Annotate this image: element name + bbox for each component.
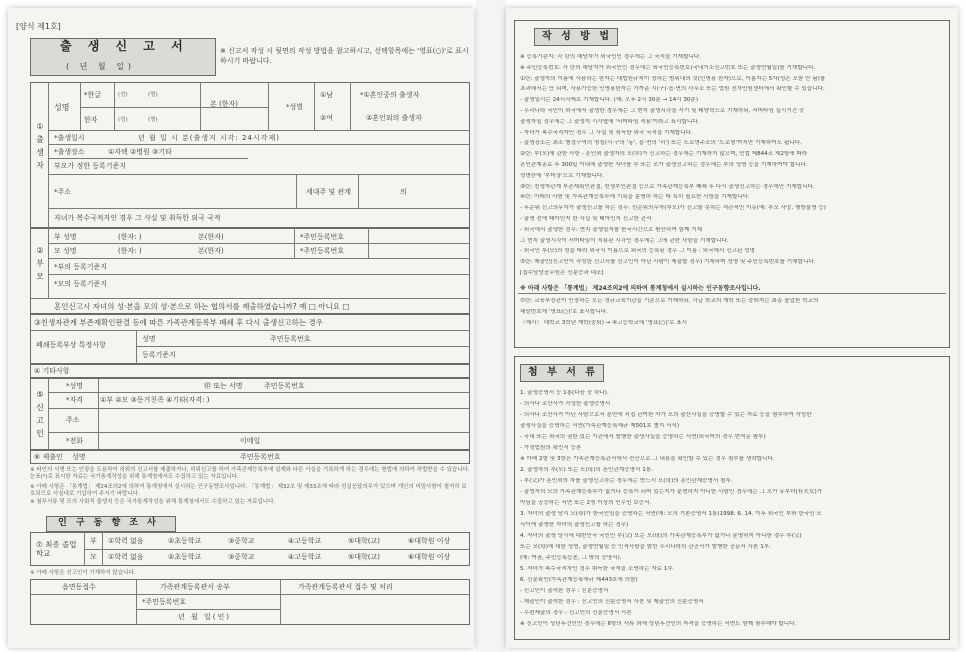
attachment-line: ※ 신고인이 성년후견인인 경우에는 6항의 서류 외에 성년후견인의 자격을 증명하는 서면도 함께 첨부해야 합니다. <box>520 621 797 627</box>
divider <box>80 82 81 130</box>
origin-label: 본 (한자) <box>210 100 238 108</box>
reporter-name-label: *성명 <box>66 382 84 390</box>
reporter-signature-label[interactable]: ㊞ 또는 서명 <box>204 382 243 390</box>
section5-label: ⑤ 신고인 <box>36 390 44 438</box>
attachment-line: - 국내 또는 외국의 권한 있는 기관에서 발행한 출생사실을 증명하는 서면(외국어의 경우 번역문 첨부) <box>520 434 766 440</box>
method-line: - 우리나라 국민이 외국에서 출생한 경우에는 그 현지 출생시각을 서기 및 태양력으로 기재하되, 서머타임 실시기간 중 <box>520 108 805 114</box>
birth-report-form-back <box>506 8 958 648</box>
survey-father-option[interactable]: ③중학교 <box>228 537 255 545</box>
divider <box>136 609 280 610</box>
attachment-line: - 출생자의 모의 가족관계등록부가 없거나 등록이 되어 있는지가 분명하지 아니한 사람인 경우에는 그 모가 유부녀(有夫女)가 <box>520 489 823 495</box>
attachment-line: - 부(父)가 혼인외의 자를 출생신고하는 경우에는 반드시 모(母)의 혼인관계증명서 첨부. <box>520 478 733 484</box>
office-box <box>30 579 470 625</box>
survey-title: 인 구 동 향 조 사 <box>58 518 159 528</box>
instruction-text: ※ 신고서 작성 시 뒷면의 작성 방법을 참고하시고, 선택항목에는 '영표(○)'로 표시하시기 바랍니다. <box>220 47 469 65</box>
survey-mother-option[interactable]: ④고등학교 <box>288 553 322 561</box>
attachment-line: 1. 출생증명서 등 1통(다음 중 하나). <box>520 390 609 396</box>
divider <box>136 330 137 364</box>
divider <box>80 107 268 108</box>
birth-datetime-value: 년 월 일 시 분(출생지 시각: 24시각제) <box>138 134 280 142</box>
sex-female-option[interactable]: ②여 <box>320 114 334 122</box>
surname-hint-hanja: (성) <box>118 117 128 123</box>
divider <box>30 330 470 331</box>
attachment-line: 6. 신분확인(가족관계등록예규 제443호에 의함) <box>520 577 638 583</box>
method-line: 성명란에 '부미상'으로 기재합니다. <box>520 172 605 179</box>
divider <box>48 144 470 145</box>
section2-label: ② 부모 <box>36 246 44 281</box>
father-id-label: *주민등록번호 <box>300 233 345 241</box>
method-line: 출생자일 경우에는 그 출생지 시각옆에 '서머타임 적용'이라고 표시합니다. <box>520 118 700 125</box>
divider <box>136 579 137 625</box>
method-line: ④란: 아래의 사항 및 가족관계등록부에 기록을 분명히 하는 데 특히 필요한 사항을 기재합니다. <box>520 194 750 201</box>
section4-box <box>30 364 470 378</box>
office-col2: 가족관계등록관서 송부 <box>160 583 230 591</box>
divider <box>114 82 115 130</box>
method-line: 혼인관계종료 후 300일 이내에 출생한 자녀를 부 또는 모가 출생신고하는 경우에는 부의 성명 등을 기재하여야 합니다. <box>520 162 808 168</box>
section3-name-label: 성명 <box>142 335 156 343</box>
survey-mother-label: 모 <box>90 553 97 561</box>
office-col1: 읍면동접수 <box>62 583 96 591</box>
closed-record-label: 폐쇄등록부상 특정사항 <box>36 341 106 349</box>
submitter-id-label: 주민등록번호 <box>240 453 281 461</box>
nationality-note: 자녀가 복수국적자인 경우 그 사실 및 취득한 외국 국적 <box>54 214 221 222</box>
household-value: 의 <box>400 188 407 196</box>
divider <box>48 392 470 393</box>
form-number: [양식 제1호] <box>16 22 61 31</box>
submitter-name-label: 성명 <box>72 453 86 461</box>
section3-base-label: 등록기준지 <box>142 351 176 359</box>
form-title: 출 생 신 고 서 <box>60 39 189 53</box>
registration-base-label: 부모가 정한 등록기준지 <box>54 162 127 170</box>
method-line: - 자녀가 복수국적자인 경우 그 사실 및 취득한 외국 국적을 기재합니다. <box>520 129 693 136</box>
sex-male-option[interactable]: ①남 <box>320 91 334 99</box>
mother-hanja-hint: (한자: ) <box>118 247 142 255</box>
divider <box>518 293 946 294</box>
divider <box>48 274 470 275</box>
notice-attachments: ※ 첨부서류 및 모의 사회적 출생지 등은 국가통계작성을 위해 통계청에서도 수집하고 있는 자료입니다. <box>30 499 276 505</box>
office-id-label: *주민등록번호 <box>142 598 187 606</box>
method-line: - 외국인 부(모)의 성을 따라 외국식 이름으로 외국의 등록된 경우 그 이름 : 외국에서 신고된 성명 <box>520 248 755 255</box>
method-line: ⑤란: 제출인(신고인이 작성한 신고서를 신고인이 아닌 사람이 제출할 경우) 기재하며 성명 및 주민등록번호를 기재합니다. <box>520 259 816 266</box>
mother-origin-label: 본(한자) <box>198 247 224 255</box>
survey-father-option[interactable]: ①학력 없음 <box>108 537 144 545</box>
given-name-hint-hanja: (명) <box>148 117 158 123</box>
father-hanja-hint: (한자: ) <box>118 233 142 241</box>
survey-mother-option[interactable]: ②초등학교 <box>168 553 202 561</box>
section1-box <box>30 82 470 228</box>
section3-text: ③친생자관계 부존재확인판결 등에 따른 가족관계등록부 폐쇄 후 다시 출생신고하는 경우 <box>34 318 323 327</box>
divider <box>48 258 470 259</box>
office-note: ※ 아래 사항은 신고인이 기재하지 않습니다. <box>30 570 136 576</box>
survey-father-option[interactable]: ⑥대학원 이상 <box>408 537 451 545</box>
qualification-options[interactable]: ①부 ②모 ③동거친족 ④기타(자격: ) <box>100 396 210 404</box>
divider <box>280 579 281 625</box>
office-date-label: 년 월 일(인) <box>178 613 231 621</box>
divider <box>368 228 369 258</box>
survey-line: 해당번호에 '영표(○)'로 표시합니다. <box>520 309 608 315</box>
reporter-phone-label: *전화 <box>66 437 84 445</box>
survey-label: ⑦ 최종 졸업학교 <box>36 540 77 558</box>
survey-mother-option[interactable]: ①학력 없음 <box>108 553 144 561</box>
father-base-label: *부의 등록기준지 <box>54 263 108 271</box>
survey-father-label: 부 <box>90 537 97 545</box>
date-line: ( 년 월 일) <box>66 62 136 71</box>
reporter-email-label: 이메일 <box>240 437 261 445</box>
divider <box>268 82 269 130</box>
divider <box>200 82 201 130</box>
method-line: - 출생일시는 24시각제로 기재합니다. (예: 오후 2시 30분 → 14시 30분) <box>520 97 699 104</box>
divider <box>48 82 49 228</box>
mother-id-label: *주민등록번호 <box>300 247 345 255</box>
method-line: - 외국에서 출생한 경우: 현지 출생일자를 한국시간으로 환산하여 함께 기재 <box>520 226 703 233</box>
address-label: *주소 <box>54 188 72 196</box>
father-origin-label: 본(한자) <box>198 233 224 241</box>
name-label: 성명 <box>54 103 70 112</box>
birth-report-form-front <box>8 8 474 648</box>
survey-father-option[interactable]: ④고등학교 <box>288 537 322 545</box>
survey-notice: ※ 아래 사항은 「통계법」 제24조의2에 의하여 통계청에서 실시하는 인구동향조사입니다. <box>520 285 761 292</box>
section1-label: ① 출생자 <box>36 122 44 170</box>
divider <box>48 228 49 298</box>
method-line: ※ 주민등록번호: 각 란의 해당자가 외국인인 경우에는 외국인등록번호(국내거소신고번호 또는 출생연월일)를 기재합니다. <box>520 64 816 71</box>
attachment-line: - 의사나 조산사가 작성한 출생증명서 <box>520 401 611 407</box>
qualification-label: *자격 <box>66 396 84 404</box>
reporter-id-label: 주민등록번호 <box>264 382 305 390</box>
divider <box>48 378 49 450</box>
attachment-line: - 의사나 조산사가 아닌 사람으로서 분만에 직접 관여한 자가 모의 출산사실을 증명할 수 있는 자료 등을 첨부하여 작성한 <box>520 412 812 418</box>
attachment-line: ※ 아래 2항 및 3항은 가족관계등록관서에서 전산으로 그 내용을 확인할 수 있는 경우 첨부를 생략합니다. <box>520 456 775 462</box>
attachment-line: 사이에 출생한 자녀의 출생신고를 하는 경우) <box>520 522 629 528</box>
household-label: 세대주 및 관계 <box>306 188 352 196</box>
office-col3: 가족관계등록관서 접수 및 처리 <box>298 583 393 591</box>
mother-name-label: 모 성명 <box>54 247 77 255</box>
method-line: 초과해서는 안 되며, 사용가능한 인명용한자는 가까운 시(구)·읍·면의 사무소 또는 법원 전자민원센터에서 확인할 수 있습니다. <box>520 86 825 93</box>
birth-datetime-label: *출생일시 <box>54 134 85 142</box>
divider <box>30 594 470 595</box>
divider <box>48 158 248 159</box>
mother-base-label: *모의 등록기준지 <box>54 280 108 288</box>
attachment-line: - 제출인이 출석한 경우 : 신고인의 신분증명서 사본 및 제출인의 신분증명서 <box>520 599 704 605</box>
divider <box>48 174 470 175</box>
survey-mother-option[interactable]: ⑤대학(교) <box>348 553 381 561</box>
attachment-line: 아님을 공증하는 서면 또는 2명 이상의 인우인 보증서. <box>520 500 652 506</box>
attachment-line: 또는 모(母)에 대한 성명, 출생연월일 등 인적사항을 밝힌 우리나라의 관공서가 발행한 공문서 사본 1부. <box>520 544 771 550</box>
attachment-line: - 우편제출의 경우 : 신고인의 신분증명서 사본 <box>520 610 632 616</box>
attachment-line: - 신고인이 출석한 경우 : 신분증명서 <box>520 588 609 594</box>
attachments-box <box>514 356 950 640</box>
divider <box>296 174 297 208</box>
method-line: ③란: 친생자관계 부존재확인판결, 친생부인판결 등으로 가족관계등록부 폐쇄 후 다시 출생신고하는 경우에만 기재합니다. <box>520 183 815 190</box>
divider <box>48 432 470 433</box>
divider <box>136 346 470 347</box>
writing-method-title: 작 성 방 법 <box>542 31 613 42</box>
reporter-address-label: 주소 <box>66 416 80 424</box>
section6-label: ⑥ 제출인 <box>34 453 63 461</box>
survey-father-option[interactable]: ②초등학교 <box>168 537 202 545</box>
divider <box>48 208 470 209</box>
hanja-label: 한자 <box>84 116 98 124</box>
method-line: [접수담당공무원은 신분증과 대조] <box>520 270 604 276</box>
divider <box>350 82 351 130</box>
attachment-line: 출생사실을 증명하는 서면(가족관계등록예규 제501호 별지 서식) <box>520 423 680 429</box>
method-line: ※ 등록기준지: 각 란의 해당자가 외국인인 경우에는 그 국적을 기재합니다. <box>520 54 702 60</box>
divider <box>294 228 295 258</box>
hangul-label: *한글 <box>84 91 102 99</box>
background-gap <box>476 0 506 652</box>
divider <box>48 130 470 131</box>
divider <box>48 243 470 244</box>
method-line: - 출생장소는 최소 행정구역의 명칭(시·구의 '동', 읍·면의 '리') 또는 도로명주소의 '도로명'까지만 기재하여도 됩니다. <box>520 140 802 147</box>
attachment-line: 2. 출생자의 부(모) 또는 모(母)의 혼인관계증명서 1통. <box>520 467 653 473</box>
marital-out-option[interactable]: ②혼인외의 출생자 <box>366 114 422 122</box>
marital-in-option[interactable]: *①혼인중의 출생자 <box>360 91 420 99</box>
divider <box>98 378 99 450</box>
birth-place-label: *출생장소 <box>54 148 85 156</box>
birth-place-options[interactable]: ①자택 ②병원 ③기타 <box>108 148 172 156</box>
notice-statistics: ※ 아래 사항은 「통계법」 제24조의2에 의하여 통계청에서 실시하는 인구동향조사입니다. 「통계법」 제32조 및 제33조에 따라 성실응답의무가 있으며 개인의 비밀사항이 철저히 보호되므로 사실대로 기입하여 주시기 바랍니다. <box>30 484 467 497</box>
attachment-line: (예: 여권, 주민등록등본, 그 밖의 증명서). <box>520 555 622 561</box>
given-name-hint: (명) <box>148 92 158 98</box>
attachment-line: 3. 자녀의 출생 당시 모(母)가 한국인임을 증명하는 서면(예: 모의 기본증명서 1통(1998. 6. 14. 이후 외국인 부와 한국인 모 <box>520 511 822 517</box>
survey-line: 〈예시〉 대학교 3학년 재학(중퇴) → ④고등학교에 '영표(○)'로 표시 <box>520 320 688 326</box>
method-line: 그 현지 출생시각이 서머타임이 적용된 시각인 경우에는 그에 관한 사항을 기재합니다. <box>520 237 729 244</box>
divider <box>314 82 315 130</box>
surname-agreement[interactable]: 혼인신고시 자녀의 성·본을 모의 성·본으로 하는 협의서를 제출하였습니까? 예 □ 아니요 □ <box>54 302 350 311</box>
survey-mother-option[interactable]: ⑥대학원 이상 <box>408 553 451 561</box>
section3-id-label: 주민등록번호 <box>270 335 311 343</box>
method-line: ②란: 부(모)에 관한 사항 - 혼인외 출생자의 모(부)가 신고하는 경우에는 기재하지 않으며, 민법 제844조 제2항에 따라 <box>520 151 808 158</box>
attachment-line: 4. 자녀의 출생 당시에 대한민국 국민인 부(父) 또는 모(母)의 가족관계등록부가 없거나 분명하지 아니한 경우 부(父) <box>520 533 802 539</box>
survey-mother-option[interactable]: ③중학교 <box>228 553 255 561</box>
method-line: ①란: 출생자의 이름에 사용하는 한자는 대법원규칙이 정하는 범위내의 것(인명용 한자)으로, 이름자는 5자(성은 포함 안 됨)를 <box>520 75 826 82</box>
survey-father-option[interactable]: ⑤대학(교) <box>348 537 381 545</box>
divider <box>84 549 470 550</box>
section4-label: ④ 기타사항 <box>34 367 70 375</box>
divider <box>358 174 359 208</box>
divider <box>30 298 470 299</box>
survey-line: ⑦란: 교육부장관이 인정하는 모든 정규교육기관을 기준으로 기재하되, 각급 학교의 재학 또는 중퇴자는 최종 졸업한 학교의 <box>520 298 819 304</box>
attachments-title: 첨 부 서 류 <box>528 367 599 378</box>
surname-hint: (성) <box>118 92 128 98</box>
method-line: - 출생 전에 태아인지 한 사실 및 태아인지 신고한 관서 <box>520 216 652 222</box>
father-name-label: 부 성명 <box>54 233 77 241</box>
divider <box>48 408 470 409</box>
notice-forgery: ※ 타인의 서명 또는 인장을 도용하여 허위의 신고서를 제출하거나, 허위신고를 하여 가족관계등록부에 실제와 다른 사실을 기록하게 하는 경우에는 형법에 의하여 처벌받을 수 있습니다. 눈표(*)로 표시한 자료는 국가통계작성을 위해 통계청에서도 수집하고 있는 자료입니다. <box>30 467 470 480</box>
method-line: - 후순위 신고의무자가 출생신고를 하는 경우: 선순위의무자(부모)가 신고를 못하는 객관적인 이유(예: 부모 사망, 행방불명 등) <box>520 205 826 212</box>
attachment-line: - 가정법원의 확인서 등본 <box>520 445 582 451</box>
sex-label: *성별 <box>286 103 304 111</box>
attachment-line: 5. 자녀가 복수국적자인 경우 취득한 국적을 소명하는 자료 1부. <box>520 566 675 572</box>
